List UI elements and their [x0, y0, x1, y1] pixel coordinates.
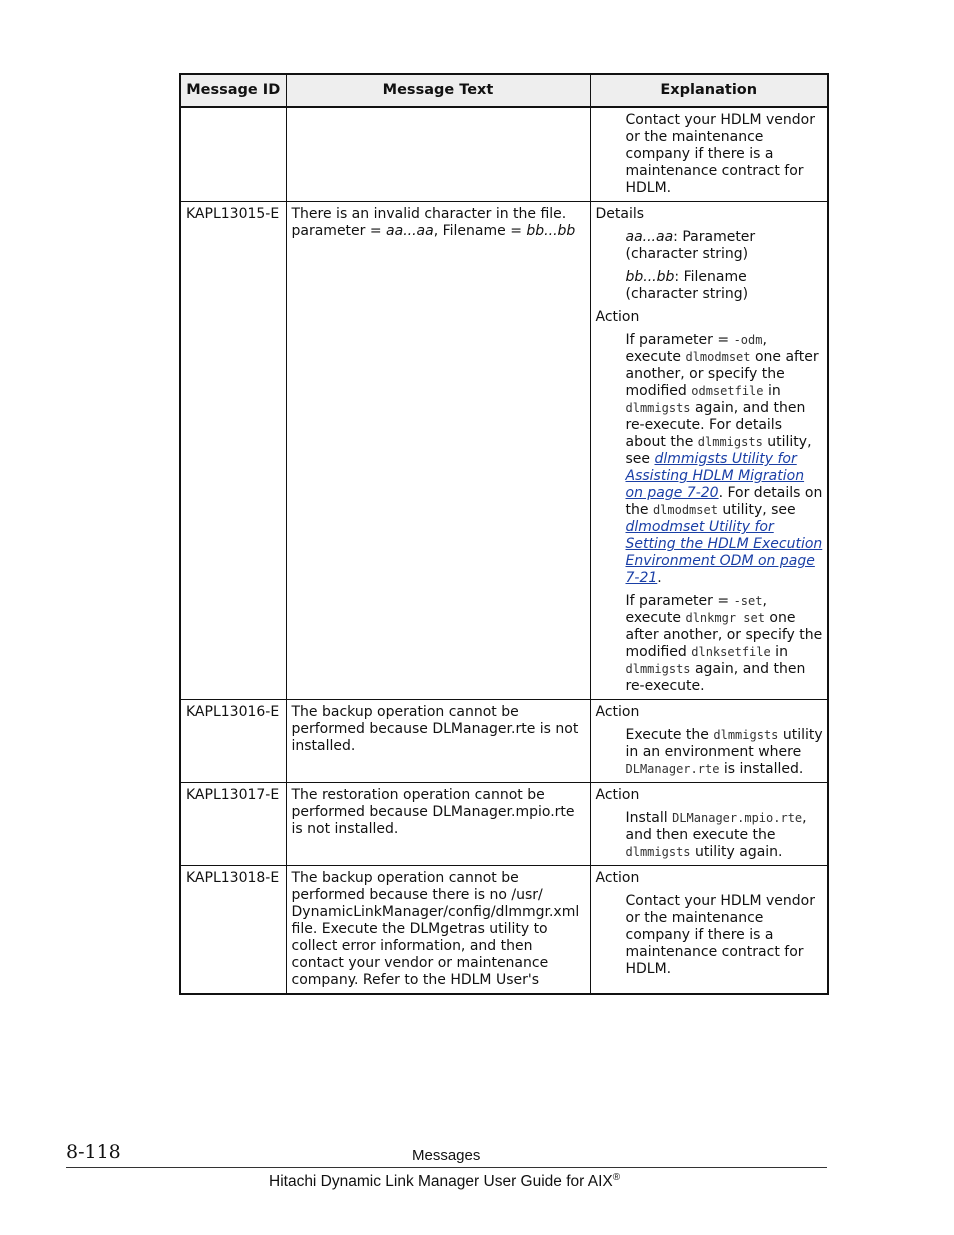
action-label: Action	[595, 309, 640, 325]
action-set: If parameter = -set, execute dlnkmgr set one after another, or specify the modified dlnksetfile in dlmmigsts again, and then re-execute.	[625, 593, 823, 694]
message-id: KAPL13018-E	[180, 866, 286, 995]
table-row-continued	[180, 107, 828, 202]
dlmmigsts-utility-link[interactable]: dlmmigsts Utility for Assisting HDLM Migration on page 7-20	[625, 451, 805, 501]
table-row	[180, 783, 828, 866]
action-odm: If parameter = -odm, execute dlmodmset one after another, or specify the modified odmsetfile in dlmmigsts again, and then re-execute. For details about the dlmmigsts utility, see dlmmigsts Utility for Assisting HDLM Migration on page 7-20. For details on the dlmodmset utility, see dlmodmset Utility for Setting the HDLM Execution Environment ODM on page 7-21.	[625, 332, 823, 586]
action-label: Action	[595, 870, 640, 886]
explanation	[590, 866, 828, 995]
footer-divider	[66, 1167, 827, 1168]
action-text: Install DLManager.mpio.rte, and then execute the dlmmigsts utility again.	[625, 810, 807, 860]
message-id: KAPL13017-E	[180, 783, 286, 866]
table-row	[180, 700, 828, 783]
id-cell	[180, 107, 286, 202]
explanation	[590, 783, 828, 866]
registered-mark: ®	[612, 1172, 621, 1183]
detail-parameter: aa...aa: Parameter (character string)	[625, 229, 756, 262]
message-id: KAPL13016-E	[180, 700, 286, 783]
text-cell	[286, 107, 590, 202]
message-text: There is an invalid character in the file. parameter = aa...aa, Filename = bb...bb	[286, 202, 590, 700]
footer-document-title: Hitachi Dynamic Link Manager User Guide for AIX®	[269, 1172, 621, 1191]
explanation	[590, 700, 828, 783]
header-message-id: Message ID	[180, 74, 286, 107]
explanation	[590, 202, 828, 700]
messages-table	[179, 73, 829, 995]
action-text: Contact your HDLM vendor or the maintenance company if there is a maintenance contract for HDLM.	[625, 893, 815, 977]
message-text: The backup operation cannot be performed because DLManager.rte is not installed.	[286, 700, 590, 783]
detail-filename: bb...bb: Filename (character string)	[625, 269, 749, 302]
header-message-text: Message Text	[286, 74, 590, 107]
dlmodmset-utility-link[interactable]: dlmodmset Utility for Setting the HDLM Execution Environment ODM on page 7-21	[625, 519, 823, 586]
page-number: 8-118	[66, 1141, 121, 1163]
details-label: Details	[595, 206, 645, 222]
header-explanation: Explanation	[590, 74, 828, 107]
action-text: Execute the dlmmigsts utility in an environment where DLManager.rte is installed.	[625, 727, 823, 777]
table-row	[180, 202, 828, 700]
table-header-row	[180, 74, 828, 107]
continued-explanation: Contact your HDLM vendor or the maintenance company if there is a maintenance contract for HDLM.	[625, 112, 815, 196]
action-label: Action	[595, 704, 640, 720]
message-text: The backup operation cannot be performed because there is no /usr/ DynamicLinkManager/config/dlmmgr.xml file. Execute the DLMgetras utility to collect error information, and then contact your vendor or maintenance company. Refer to the HDLM User's	[286, 866, 590, 995]
message-id: KAPL13015-E	[180, 202, 286, 700]
explanation-cell	[590, 107, 828, 202]
footer-section-title: Messages	[412, 1147, 481, 1164]
message-text: The restoration operation cannot be performed because DLManager.mpio.rte is not installed.	[286, 783, 590, 866]
action-label: Action	[595, 787, 640, 803]
table-row	[180, 866, 828, 995]
